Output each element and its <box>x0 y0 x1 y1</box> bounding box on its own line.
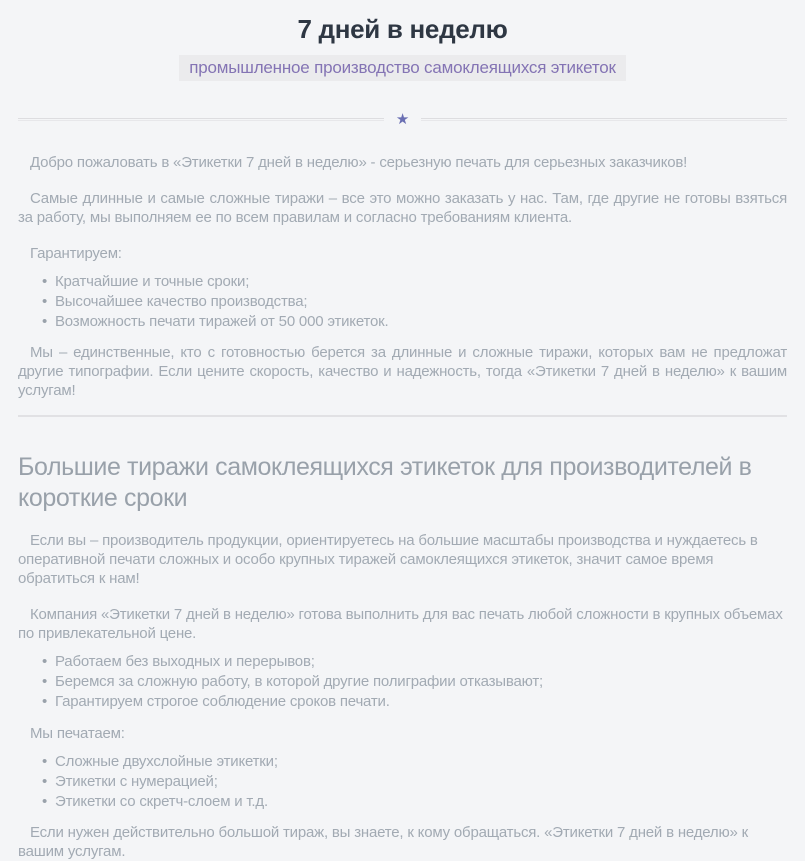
section-heading: Большие тиражи самоклеящихся этикеток для производителей в короткие сроки <box>18 453 752 512</box>
list-item: • Работаем без выходных и перерывов; <box>42 652 787 672</box>
guarantee-list <box>18 272 787 332</box>
list-item: • Высочайшее качество производства; <box>42 292 787 312</box>
print-list <box>18 752 787 812</box>
page-subtitle-wrap <box>18 55 787 81</box>
list-item: • Гарантируем строгое соблюдение сроков печати. <box>42 692 787 712</box>
list-item: • Возможность печати тиражей от 50 000 этикеток. <box>42 312 787 332</box>
list-item: • Этикетки с нумерацией; <box>42 772 787 792</box>
print-label: Мы печатаем: <box>30 725 125 742</box>
intro-paragraph-closing: Мы – единственные, кто с готовностью берется за длинные и сложные тиражи, которых вам не предложат другие типографии. Если цените скорость, качество и надежность, тогда «Этикетки 7 дней в неделю» к вашим услугам! <box>18 344 787 399</box>
divider-line-right <box>421 118 787 121</box>
section-paragraph-1: Если вы – производитель продукции, ориентируетесь на большие масштабы производства и нуждаетесь в оперативной печати сложных и особо крупных тиражей самоклеящихся этикеток, значит самое время обратиться к нам! <box>18 532 758 587</box>
page-title: 7 дней в неделю <box>297 14 508 44</box>
section-paragraph-2: Компания «Этикетки 7 дней в неделю» готова выполнить для вас печать любой сложности в крупных объемах по привлекательной цене. <box>18 606 783 642</box>
page-header <box>18 0 787 81</box>
intro-paragraph-about: Самые длинные и самые сложные тиражи – все это можно заказать у нас. Там, где другие не готовы взяться за работу, мы выполняем ее по всем правилам и согласно требованиям клиента. <box>18 190 787 226</box>
intro-section <box>18 153 787 400</box>
page-subtitle: промышленное производство самоклеящихся этикеток <box>179 55 626 81</box>
list-item: • Сложные двухслойные этикетки; <box>42 752 787 772</box>
large-runs-section <box>18 452 787 861</box>
list-item: • Кратчайшие и точные сроки; <box>42 272 787 292</box>
star-divider <box>18 111 787 127</box>
divider-line-left <box>18 118 384 121</box>
list-item: • Этикетки со скретч-слоем и т.д. <box>42 792 787 812</box>
section-paragraph-closing: Если нужен действительно большой тираж, вы знаете, к кому обращаться. «Этикетки 7 дней в неделю» к вашим услугам. <box>18 824 748 860</box>
star-icon: ★ <box>395 110 410 128</box>
list-item: • Беремся за сложную работу, в которой другие полиграфии отказывают; <box>42 672 787 692</box>
guarantee-label: Гарантируем: <box>30 245 122 262</box>
work-list <box>18 652 787 712</box>
section-divider <box>18 415 787 417</box>
intro-paragraph-welcome: Добро пожаловать в «Этикетки 7 дней в неделю» - серьезную печать для серьезных заказчиков! <box>30 154 688 171</box>
